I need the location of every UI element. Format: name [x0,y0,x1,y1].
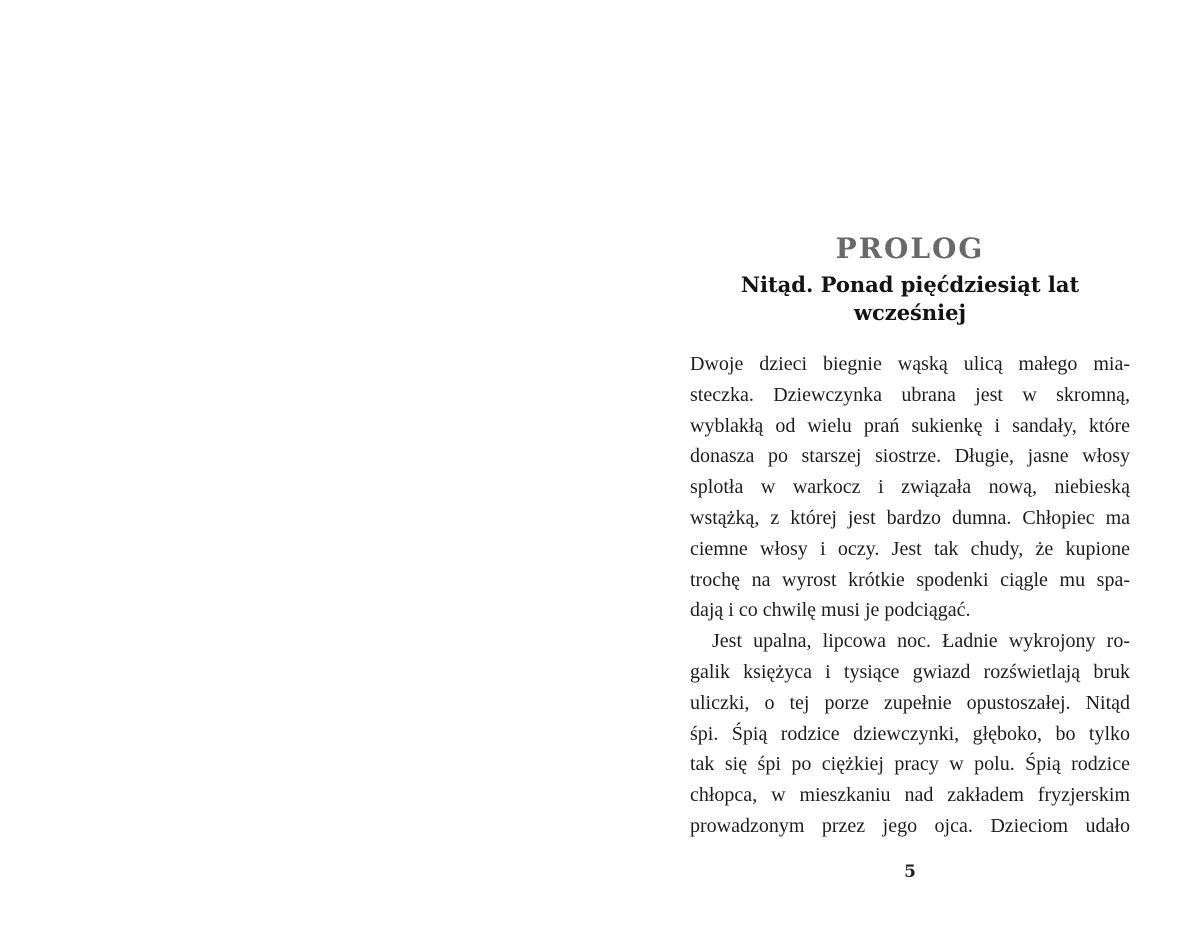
text-line: trochę na wyrost krótkie spodenki ciągle mu spa- [690,568,1130,591]
text-line: dają i co chwilę musi je podciągać. [690,599,971,622]
text-line: Jest upalna, lipcowa noc. Ładnie wykrojony ro- [712,630,1130,653]
text-line: tak się śpi po ciężkiej pracy w polu. Śpią rodzice [690,753,1130,776]
text-line: śpi. Śpią rodzice dziewczynki, głęboko, bo tylko [690,722,1130,745]
chapter-subtitle: Nitąd. Ponad pięćdziesiąt lat wcześniej [740,272,1080,325]
text-line: splotła w warkocz i związała nową, niebieską [690,476,1130,499]
text-line: ciemne włosy i oczy. Jest tak chudy, że kupione [690,537,1130,560]
text-line: wyblakłą od wielu prań sukienkę i sandały, które [690,414,1130,437]
text-line: steczka. Dziewczynka ubrana jest w skromną, [690,383,1130,406]
text-line: uliczki, o tej porze zupełnie opustoszałej. Nitąd [690,691,1130,714]
text-line: galik księżyca i tysiące gwiazd rozświetlają bruk [690,660,1130,683]
text-column [690,0,1130,928]
text-line: Dwoje dzieci biegnie wąską ulicą małego mia- [690,353,1130,375]
text-line: prowadzonym przez jego ojca. Dzieciom udało [690,814,1130,837]
text-line: chłopca, w mieszkaniu nad zakładem fryzjerskim [690,784,1130,807]
paragraph-2 [690,626,1130,842]
paragraph-1 [690,349,1130,626]
text-line: donasza po starszej siostrze. Długie, jasne włosy [690,445,1130,468]
chapter-heading: PROLOG [835,232,985,265]
body-text [690,349,1130,842]
page-number: 5 [904,862,916,882]
text-line: wstążką, z której jest bardzo dumna. Chłopiec ma [690,506,1130,529]
